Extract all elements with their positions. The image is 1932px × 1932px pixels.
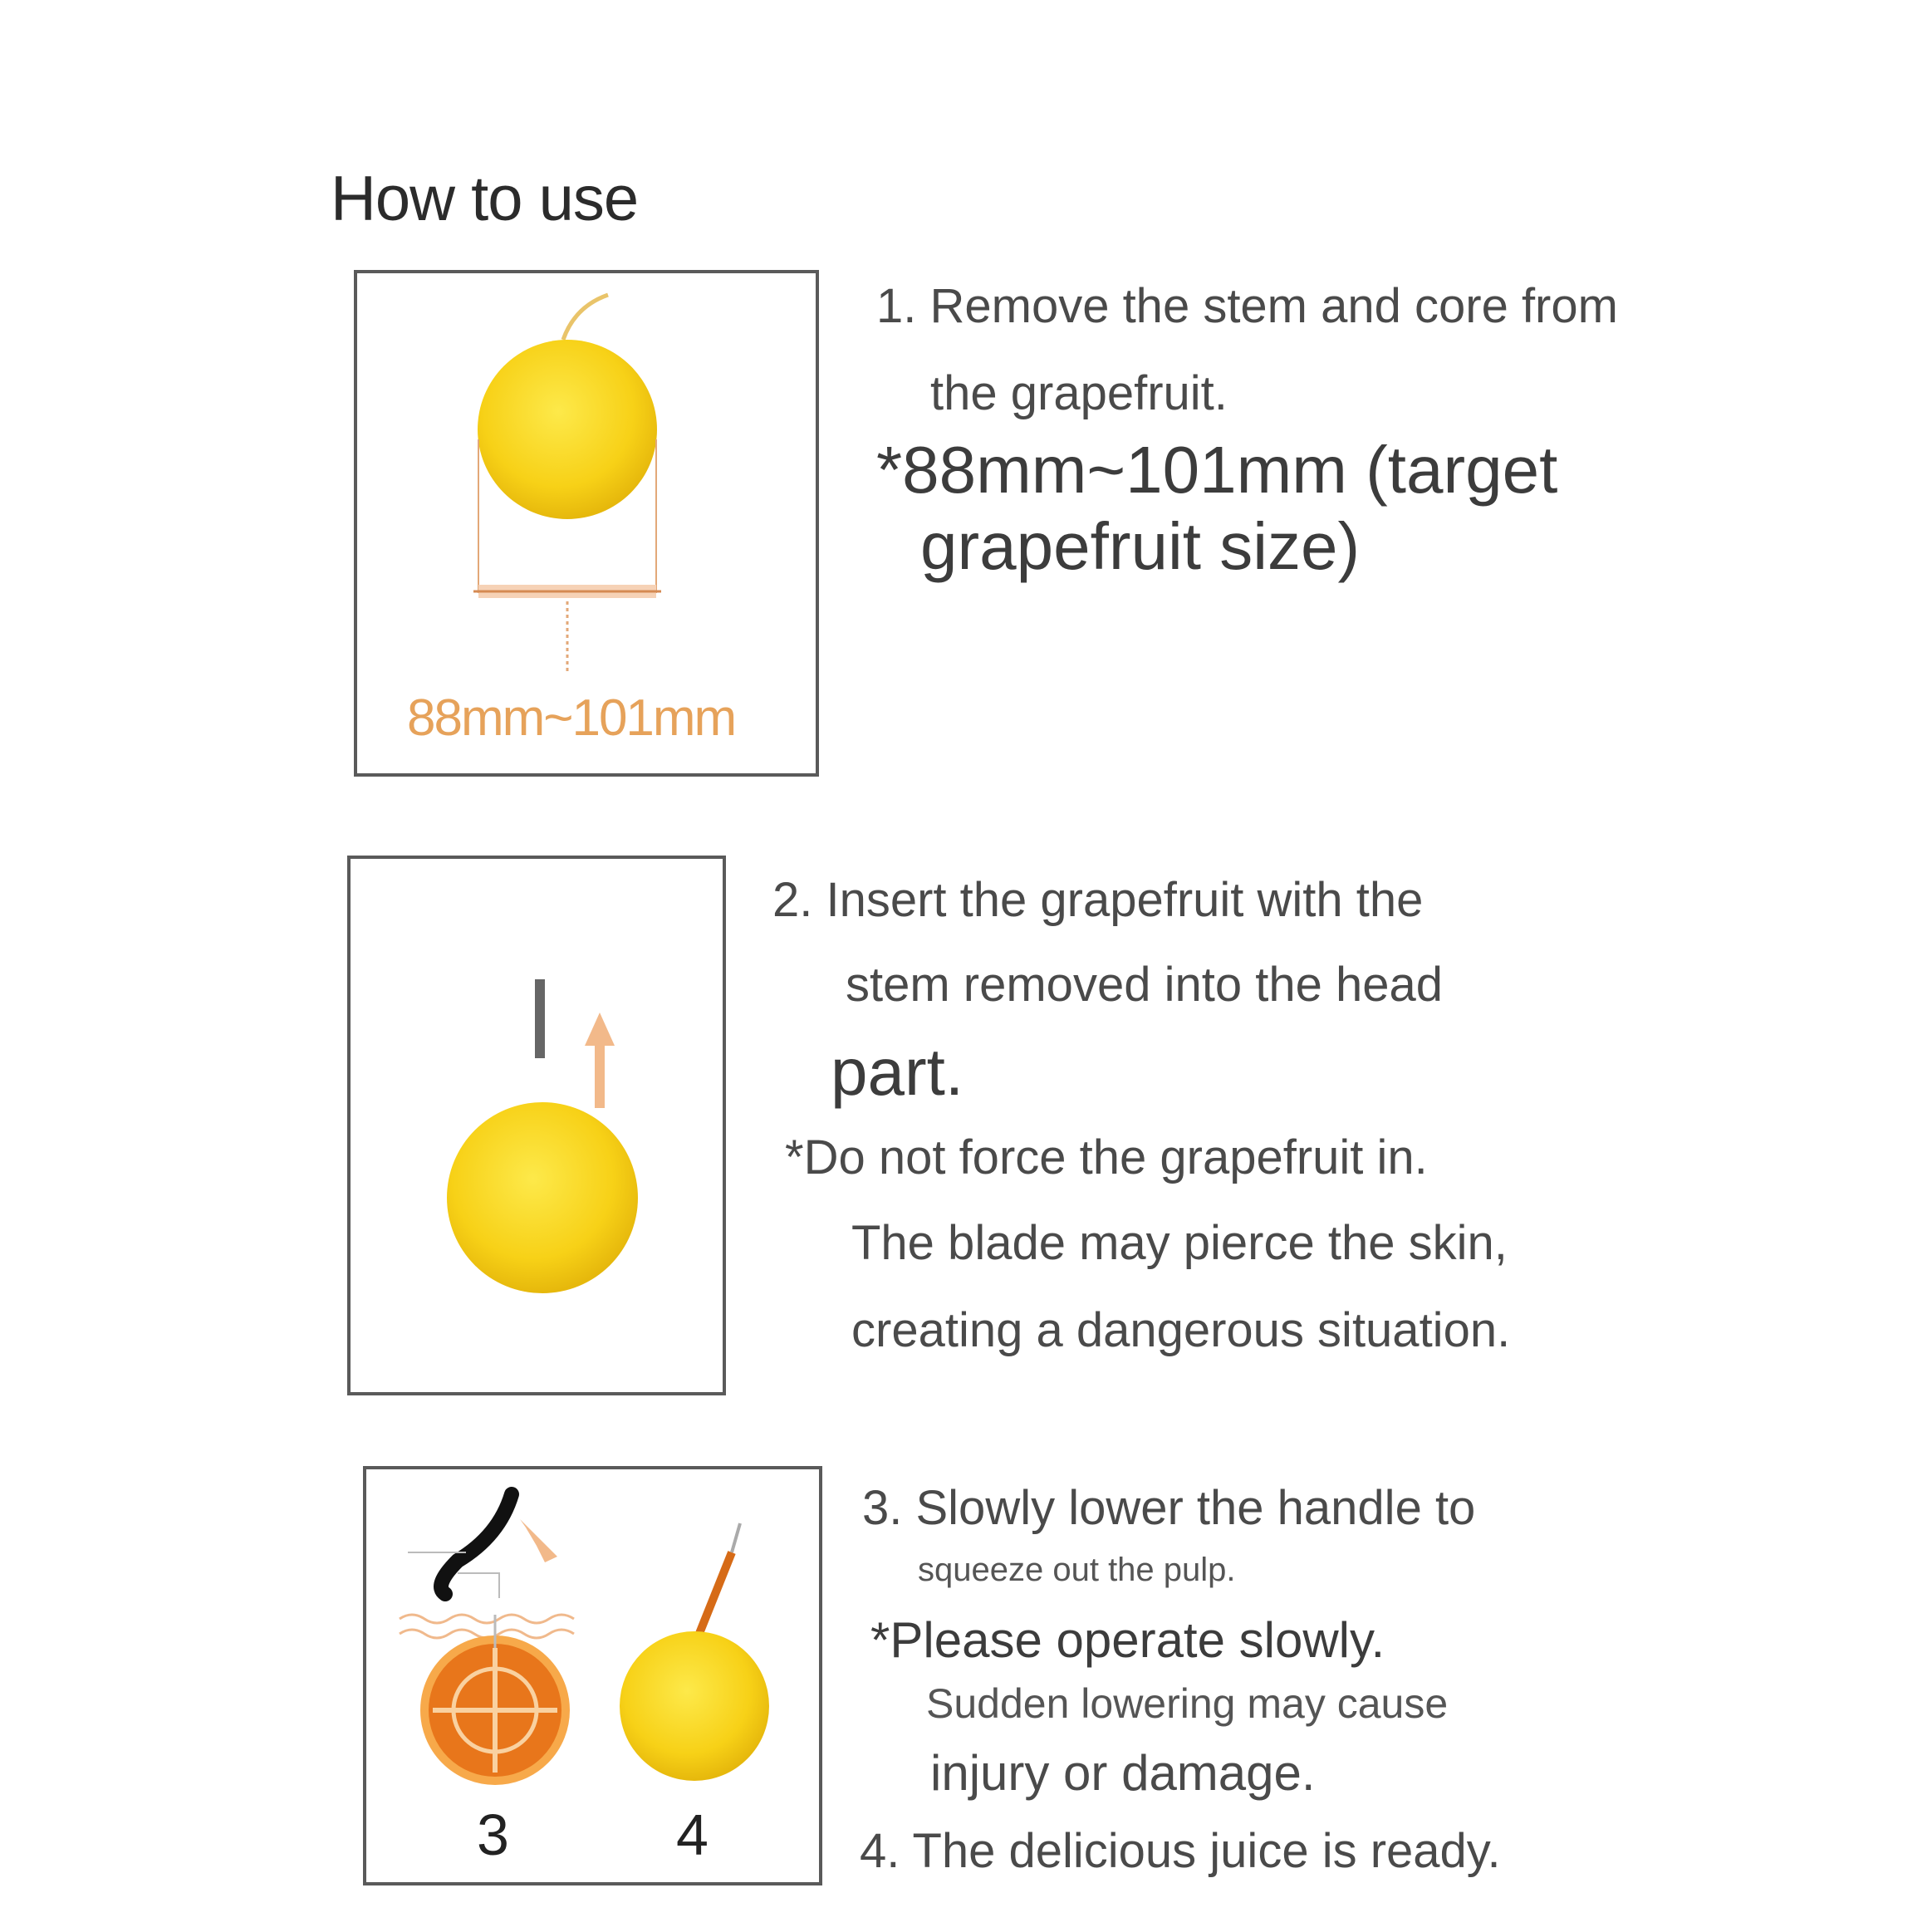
straw-icon xyxy=(699,1552,732,1635)
juicing-drawing xyxy=(366,1469,819,1882)
step1-note-line1: *88mm~101mm (target xyxy=(876,433,1558,507)
blade-icon xyxy=(535,979,545,1058)
step2-text-line2: stem removed into the head xyxy=(846,958,1443,1012)
stem-icon xyxy=(563,295,608,340)
step3-text-line2: squeeze out the pulp. xyxy=(918,1552,1236,1588)
grapefruit-icon xyxy=(478,340,657,519)
step1-text-line1: 1. Remove the stem and core from xyxy=(876,279,1618,333)
step1-illustration xyxy=(354,270,819,777)
step1-note-line2: grapefruit size) xyxy=(920,509,1361,583)
size-label: 88mm~101mm xyxy=(407,689,736,747)
grapefruit-insert-drawing xyxy=(351,859,723,1392)
step2-note-line2: The blade may pierce the skin, xyxy=(851,1216,1508,1270)
step3-note-line3: injury or damage. xyxy=(930,1745,1316,1801)
step-number-3: 3 xyxy=(477,1802,509,1867)
step3-note-line2: Sudden lowering may cause xyxy=(926,1680,1449,1727)
grapefruit-icon xyxy=(447,1102,638,1293)
step2-text-line3: part. xyxy=(831,1035,964,1109)
step3-note-line1: *Please operate slowly. xyxy=(870,1612,1385,1668)
step2-note-line3: creating a dangerous situation. xyxy=(851,1303,1511,1357)
up-arrow-icon xyxy=(585,1013,615,1108)
step2-note-line1: *Do not force the grapefruit in. xyxy=(785,1130,1428,1184)
page-title: How to use xyxy=(331,164,639,234)
down-arrow-icon xyxy=(520,1519,557,1562)
step3-illustration xyxy=(363,1466,822,1885)
step3-text-line1: 3. Slowly lower the handle to xyxy=(862,1481,1476,1535)
grapefruit-icon xyxy=(620,1631,769,1781)
step4-text: 4. The delicious juice is ready. xyxy=(860,1824,1501,1878)
step2-illustration xyxy=(347,856,726,1395)
step-number-4: 4 xyxy=(676,1802,709,1867)
handle-icon xyxy=(441,1494,512,1594)
step2-text-line1: 2. Insert the grapefruit with the xyxy=(772,873,1424,927)
step1-text-line2: the grapefruit. xyxy=(930,366,1228,420)
